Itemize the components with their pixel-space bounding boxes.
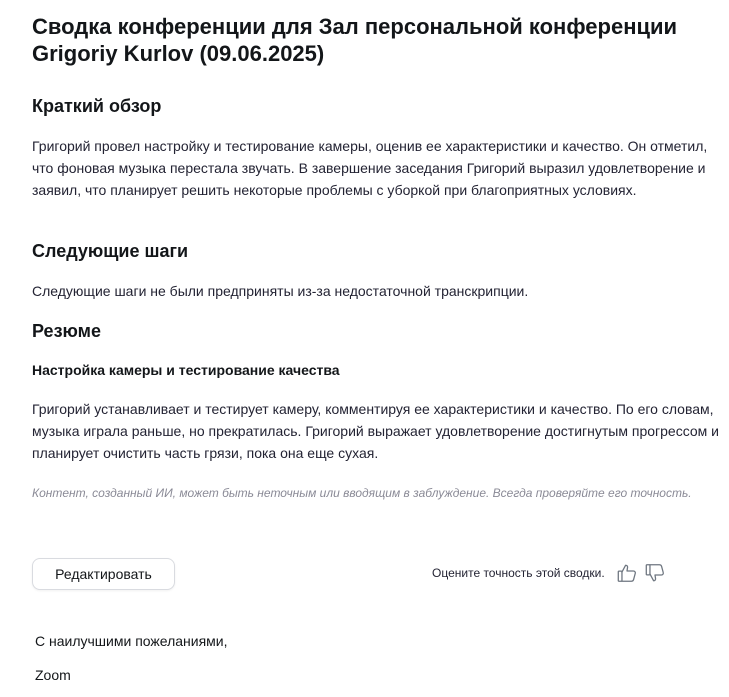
overview-text: Григорий провел настройку и тестирование камеры, оценив ее характеристики и качество. Он отметил, что фоновая музыка перестала звучать. В завершение заседания Григорий выразил удовлетворение и заявил, что планирует решить некоторые проблемы с уборкой при благоприятных условиях. [32,138,708,198]
signoff-greeting: С наилучшими пожеланиями, [35,633,228,649]
next-steps-heading: Следующие шаги [32,241,189,261]
signoff-sender: Zoom [35,667,71,683]
edit-button[interactable]: Редактировать [32,558,175,590]
rating-label: Оцените точность этой сводки. [432,566,605,580]
ai-disclaimer: Контент, созданный ИИ, может быть неточным или вводящим в заблуждение. Всегда проверяйте его точность. [32,486,692,500]
rating-bar [432,560,667,586]
summary-subheading: Настройка камеры и тестирование качества [32,362,340,378]
summary-text: Григорий устанавливает и тестирует камеру, комментируя ее характеристики и качество. По его словам, музыка играла раньше, но прекратилась. Григорий выражает удовлетворение достигнутым прогрессом и планирует очистить часть грязи, пока она еще сухая. [32,401,719,461]
thumbs-up-icon[interactable] [615,561,639,585]
next-steps-text: Следующие шаги не были предприняты из-за недостаточной транскрипции. [32,283,529,299]
thumbs-down-icon[interactable] [643,561,667,585]
overview-heading: Краткий обзор [32,96,162,116]
page-title: Сводка конференции для Зал персональной конференции Grigoriy Kurlov (09.06.2025) [32,14,678,66]
summary-heading: Резюме [32,321,101,341]
